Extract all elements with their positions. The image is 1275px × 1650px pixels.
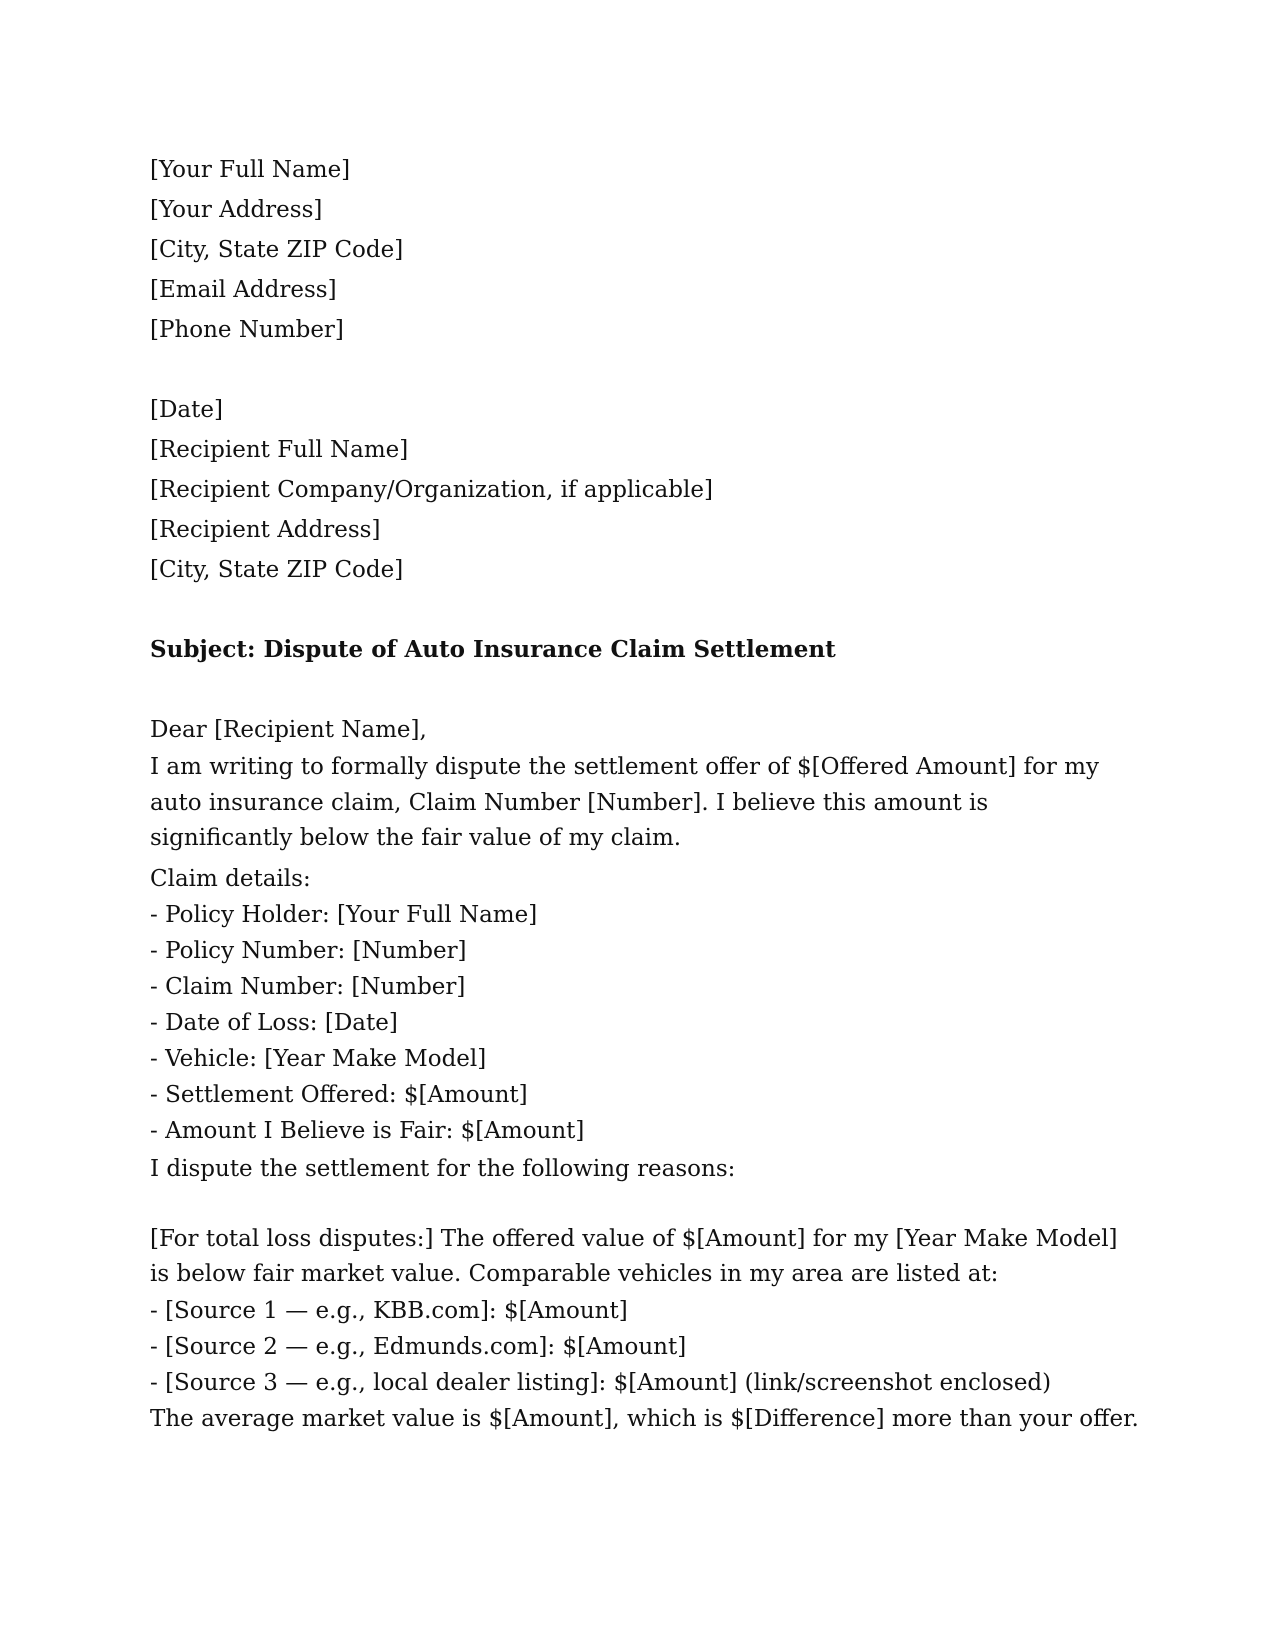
reasons-intro: I dispute the settlement for the following reasons: <box>150 1155 736 1182</box>
recipient-name: [Recipient Full Name] <box>150 437 409 463</box>
sender-city-state-zip: [City, State ZIP Code] <box>150 237 404 263</box>
source-list <box>150 1293 1125 1401</box>
sender-email: [Email Address] <box>150 277 337 303</box>
letter-date: [Date] <box>150 397 223 423</box>
sender-name: [Your Full Name] <box>150 157 351 183</box>
total-loss-paragraph: [For total loss disputes:] The offered value of $[Amount] for my [Year Make Model] is below fair market value. Comparable vehicles in my area are listed at: <box>150 1225 1118 1287</box>
recipient-company: [Recipient Company/Organization, if applicable] <box>150 477 713 503</box>
intro-paragraph: I am writing to formally dispute the settlement offer of $[Offered Amount] for my auto insurance claim, Claim Number [Number]. I believe this amount is significantly below the fair value of my claim. <box>150 754 1099 851</box>
claim-detail-item: - Vehicle: [Year Make Model] <box>150 1045 487 1072</box>
recipient-city-state-zip: [City, State ZIP Code] <box>150 557 404 583</box>
spacer <box>150 590 1125 630</box>
claim-detail-item: - Claim Number: [Number] <box>150 973 466 1000</box>
sender-block <box>150 150 1125 350</box>
claim-details <box>150 861 1125 1149</box>
letter-page <box>150 150 1139 1437</box>
sender-address: [Your Address] <box>150 197 323 223</box>
subject-line: Subject: Dispute of Auto Insurance Claim Settlement <box>150 636 836 663</box>
spacer <box>150 670 1125 710</box>
source-item: - [Source 2 — e.g., Edmunds.com]: $[Amount] <box>150 1333 687 1360</box>
recipient-address: [Recipient Address] <box>150 517 381 543</box>
claim-detail-item: - Amount I Believe is Fair: $[Amount] <box>150 1117 585 1144</box>
claim-detail-item: - Settlement Offered: $[Amount] <box>150 1081 528 1108</box>
claim-detail-item: - Policy Holder: [Your Full Name] <box>150 901 538 928</box>
sender-phone: [Phone Number] <box>150 317 344 343</box>
spacer <box>150 350 1125 390</box>
recipient-block <box>150 430 1125 590</box>
source-item: - [Source 1 — e.g., KBB.com]: $[Amount] <box>150 1297 628 1324</box>
claim-details-heading: Claim details: <box>150 865 311 892</box>
claim-detail-item: - Date of Loss: [Date] <box>150 1009 398 1036</box>
source-item: - [Source 3 — e.g., local dealer listing]: $[Amount] (link/screenshot enclosed) <box>150 1369 1052 1396</box>
claim-detail-item: - Policy Number: [Number] <box>150 937 467 964</box>
spacer <box>150 1189 1125 1222</box>
average-statement: The average market value is $[Amount], which is $[Difference] more than your offer. <box>150 1405 1139 1432</box>
salutation: Dear [Recipient Name], <box>150 717 427 743</box>
